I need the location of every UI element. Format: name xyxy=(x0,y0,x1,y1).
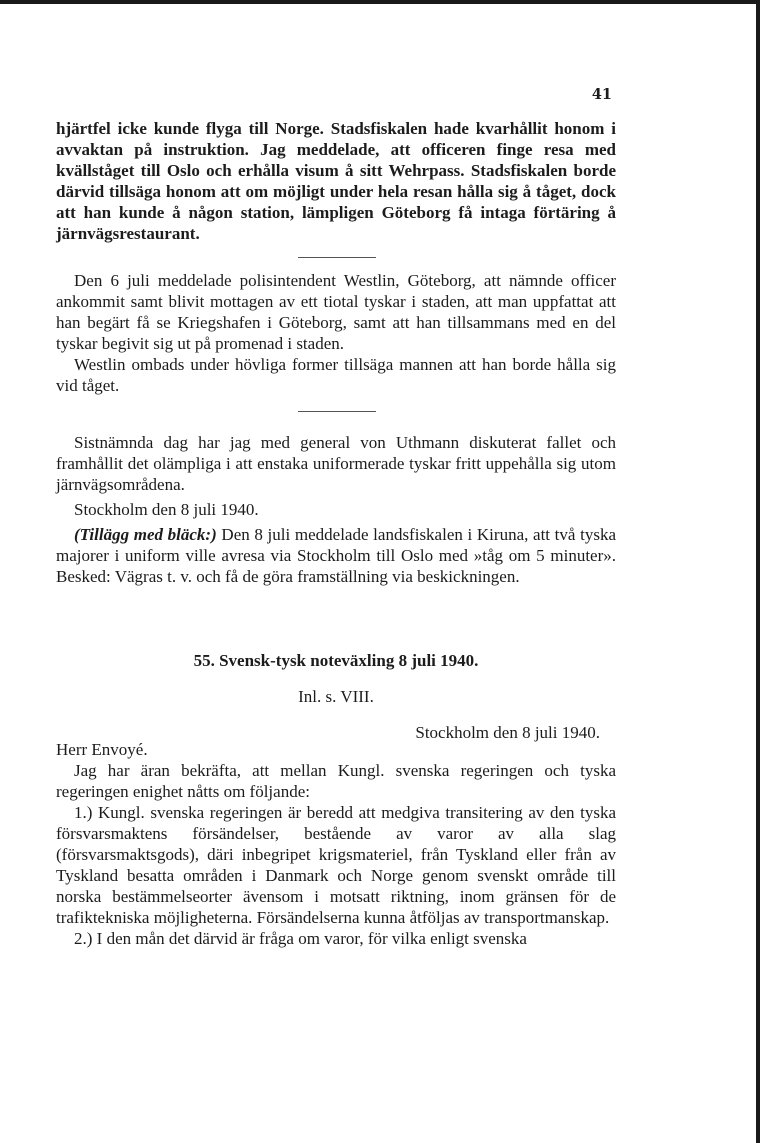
letter-date-line: Stockholm den 8 juli 1940. xyxy=(415,723,600,742)
westlin-report-paragraph: Den 6 juli meddelade polisintendent Westlin, Göteborg, att nämnde officer ankommit samt blivit mottagen av ett tiotal tyskar i staden, att man uppfattat att han begärt få se Kriegshafen i Göteborg, samt att han tillsammans med en del tyskar begivit sig ut på promenad i staden. xyxy=(56,271,616,353)
salutation: Herr Envoyé. xyxy=(56,740,148,759)
section-divider xyxy=(298,411,376,412)
addendum-text: Den 8 juli meddelade landsfiskalen i Kiruna, att två tyska majorer i uniform ville avresa via Stockholm till Oslo med »tåg om 5 minuter». Besked: Vägras t. v. och få de göra framställning via beskickningen. xyxy=(56,525,616,586)
letter-paragraph-point-1: 1.) Kungl. svenska regeringen är beredd att medgiva transitering av den tyska försvarsmaktens försändelser, bestående av varor av alla slag (försvarsmaktsgods), däri inbegripet krigsmateriel, från Tyskland eller från av Tyskland besatta områden i Danmark och Norge genom svenskt område till norska bestämmelseorter ävensom i motsatt riktning, inom gränsen för de trafiktekniska möjligheterna. Försändelserna kunna åtföljas av transportmanskap. xyxy=(56,803,616,927)
page-number: 41 xyxy=(591,86,612,103)
signoff-line: Stockholm den 8 juli 1940. xyxy=(74,500,259,519)
uthmann-paragraph: Sistnämnda dag har jag med general von Uthmann diskuterat fallet och framhållit det olämpliga i att enstaka uniformerade tyskar fritt uppehålla sig utom järnvägsområdena. xyxy=(56,433,616,494)
note-letter-body xyxy=(56,739,616,949)
reference-line: Inl. s. VIII. xyxy=(298,687,374,706)
letter-paragraph-point-2: 2.) I den mån det därvid är fråga om varor, för vilka enligt svenska xyxy=(74,929,527,948)
westlin-instruction-paragraph: Westlin ombads under hövliga former tillsäga mannen att han borde hålla sig vid tåget. xyxy=(56,355,616,395)
letter-paragraph-intro: Jag har äran bekräfta, att mellan Kungl. svenska regeringen och tyska regeringen enighet nåtts om följande: xyxy=(56,761,616,801)
uthmann-discussion xyxy=(56,432,616,587)
continued-paragraph xyxy=(56,118,616,244)
section-heading: 55. Svensk-tysk noteväxling 8 juli 1940. xyxy=(193,651,479,670)
continued-paragraph-text: hjärtfel icke kunde flyga till Norge. Stadsfiskalen hade kvarhållit honom i avvaktan på instruktion. Jag meddelade, att officeren finge resa med kvällståget till Oslo och erhålla visum å sitt Wehrpass. Stadsfiskalen borde därvid tillsäga honom att om möjligt under hela resan hålla sig å tåget, dock att han kunde å någon station, lämpligen Göteborg få intaga förtäring å järnvägsrestaurant. xyxy=(56,119,616,243)
westlin-report xyxy=(56,270,616,396)
scan-edge-top xyxy=(0,0,760,4)
scan-edge-right xyxy=(756,0,760,1143)
addendum-paragraph xyxy=(56,524,616,587)
section-divider xyxy=(298,257,376,258)
addendum-label: (Tillägg med bläck:) xyxy=(74,525,217,544)
